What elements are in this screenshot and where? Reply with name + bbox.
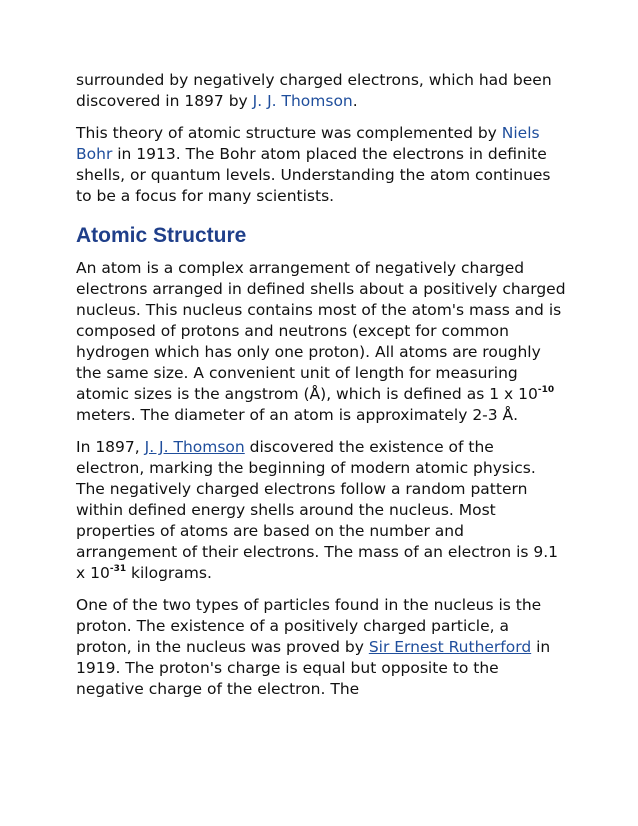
text-segment: . xyxy=(352,92,358,110)
text-segment: meters. The diameter of an atom is approximately 2-3 Å. xyxy=(76,406,519,424)
exponent: -10 xyxy=(537,384,555,395)
paragraph-proton xyxy=(76,595,566,700)
paragraph-atom-description xyxy=(76,258,566,426)
text-segment: kilograms. xyxy=(126,564,212,582)
text-segment: In 1897, xyxy=(76,438,145,456)
text-segment: discovered the existence of the electron, marking the beginning of modern atomic physics. The negatively charged electrons follow a random pattern within defined energy shells around the nucleus. Most properties of atoms are based on the number and arrangement of their electrons. The mass of an electron is 9.1 x 10 xyxy=(76,438,559,582)
link-niels-bohr[interactable]: Niels Bohr xyxy=(76,124,540,163)
text-segment: in 1919. The proton's charge is equal but opposite to the negative charge of the electron. The xyxy=(76,638,551,698)
link-jj-thomson-underlined[interactable]: J. J. Thomson xyxy=(144,438,245,456)
text-segment: An atom is a complex arrangement of negatively charged electrons arranged in defined shells about a positively charged nucleus. This nucleus contains most of the atom's mass and is composed of protons and neutrons (except for common hydrogen which has only one proton). All atoms are roughly the same size. A convenient unit of length for measuring atomic sizes is the angstrom (Å), which is defined as 1 x 10 xyxy=(76,259,566,403)
text-segment: This theory of atomic structure was complemented by xyxy=(76,124,502,142)
text-segment: surrounded by negatively charged electrons, which had been discovered in 1897 by xyxy=(76,71,552,110)
text-segment: in 1913. The Bohr atom placed the electrons in definite shells, or quantum levels. Understanding the atom continues to be a focus for many scientists. xyxy=(76,145,551,205)
link-ernest-rutherford[interactable]: Sir Ernest Rutherford xyxy=(368,638,532,656)
section-heading: Atomic Structure xyxy=(76,224,247,247)
exponent: -31 xyxy=(109,563,127,574)
link-jj-thomson[interactable]: J. J. Thomson xyxy=(252,92,353,110)
document-page xyxy=(76,70,566,711)
text-segment: One of the two types of particles found in the nucleus is the proton. The existence of a positively charged particle, a proton, in the nucleus was proved by xyxy=(76,596,542,656)
paragraph-electron xyxy=(76,437,566,584)
paragraph-bohr xyxy=(76,123,566,207)
paragraph-thomson-intro xyxy=(76,70,566,112)
